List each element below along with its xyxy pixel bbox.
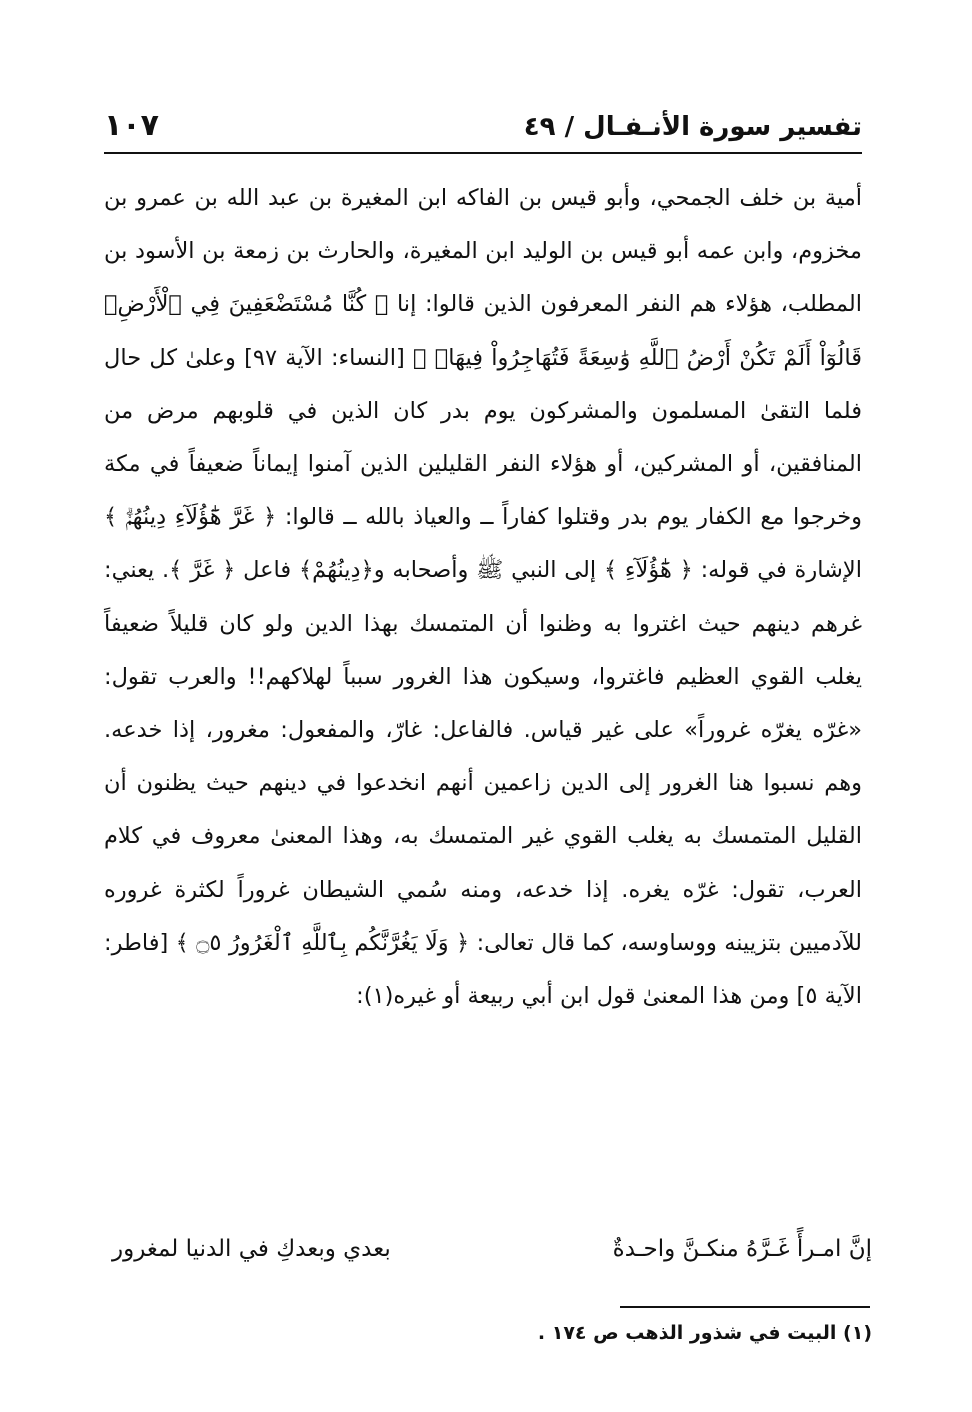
body-text	[104, 172, 862, 1023]
verse-first-hemistich: إنَّ امـرأً غَـرَّهُ منكـنَّ واحـدةٌ	[612, 1236, 872, 1262]
footnote-divider	[620, 1306, 870, 1308]
footnote: (١) البيت في شذور الذهب ص ١٧٤ .	[537, 1322, 872, 1344]
running-title: تفسير سورة الأنـفـال / ٤٩	[523, 112, 862, 142]
page-header	[104, 108, 862, 154]
body-paragraph: أمية بن خلف الجمحي، وأبو قيس بن الفاكه ابن المغيرة بن عبد الله بن عمرو بن مخزوم، وابن عمه أبو قيس بن الوليد ابن المغيرة، والحارث بن زمعة بن الأسود بن المطلب، هؤلاء هم النفر المعرفون الذين قالوا: إنا ﴿ كُنَّا مُسْتَضْعَفِينَ فِي ٱلْأَرْضِۚ قَالُوٓاْ أَلَمْ تَكُنْ أَرْضُ ٱللَّهِ وَٰسِعَةً فَتُهَاجِرُواْ فِيهَاۚ ﴾ [النساء: الآية ٩٧] وعلىٰ كل حال فلما التقىٰ المسلمون والمشركون يوم بدر كان الذين في قلوبهم مرض من المنافقين، أو المشركين، أو هؤلاء النفر القليلين الذين آمنوا إيماناً ضعيفاً في مكة وخرجوا مع الكفار يوم بدر وقتلوا كفاراً ــ والعياذ بالله ــ قالوا: ﴿ غَرَّ هَٰٓؤُلَآءِ دِينُهُمْۗ ﴾ الإشارة في قوله: ﴿ هَٰٓؤُلَآءِ ﴾ إلى النبي ﷺ وأصحابه و﴿دِينُهُمْ﴾ فاعل ﴿ غَرَّ ﴾. يعني: غرهم دينهم حيث اغتروا به وظنوا أن المتمسك بهذا الدين ولو كان قليلاً ضعيفاً يغلب القوي العظيم فاغتروا، وسيكون هذا الغرور سبباً لهلاكهم!! والعرب تقول: «غرّه يغرّه غروراً» على غير قياس. فالفاعل: غارّ، والمفعول: مغرور، إذا خدعه. وهم نسبوا هنا الغرور إلى الدين زاعمين أنهم انخدعوا في دينهم حيث يظنون أن القليل المتمسك به يغلب القوي غير المتمسك به، وهذا المعنىٰ معروف في كلام العرب، تقول: غرّه يغره. إذا خدعه، ومنه سُمي الشيطان غروراً لكثرة غروره للآدميين بتزيينه ووساوسه، كما قال تعالى: ﴿ وَلَا يَغُرَّنَّكُم بِٱللَّهِ ٱلْغَرُورُ ۝٥ ﴾ [فاطر: الآية ٥] ومن هذا المعنىٰ قول ابن أبي ربيعة أو غيره(١):	[104, 185, 862, 1010]
poetry-verse	[104, 1232, 872, 1276]
verse-second-hemistich: بعدي وبعدكِ في الدنيا لمغرور	[112, 1236, 391, 1262]
page-number: ١٠٧	[104, 108, 159, 143]
